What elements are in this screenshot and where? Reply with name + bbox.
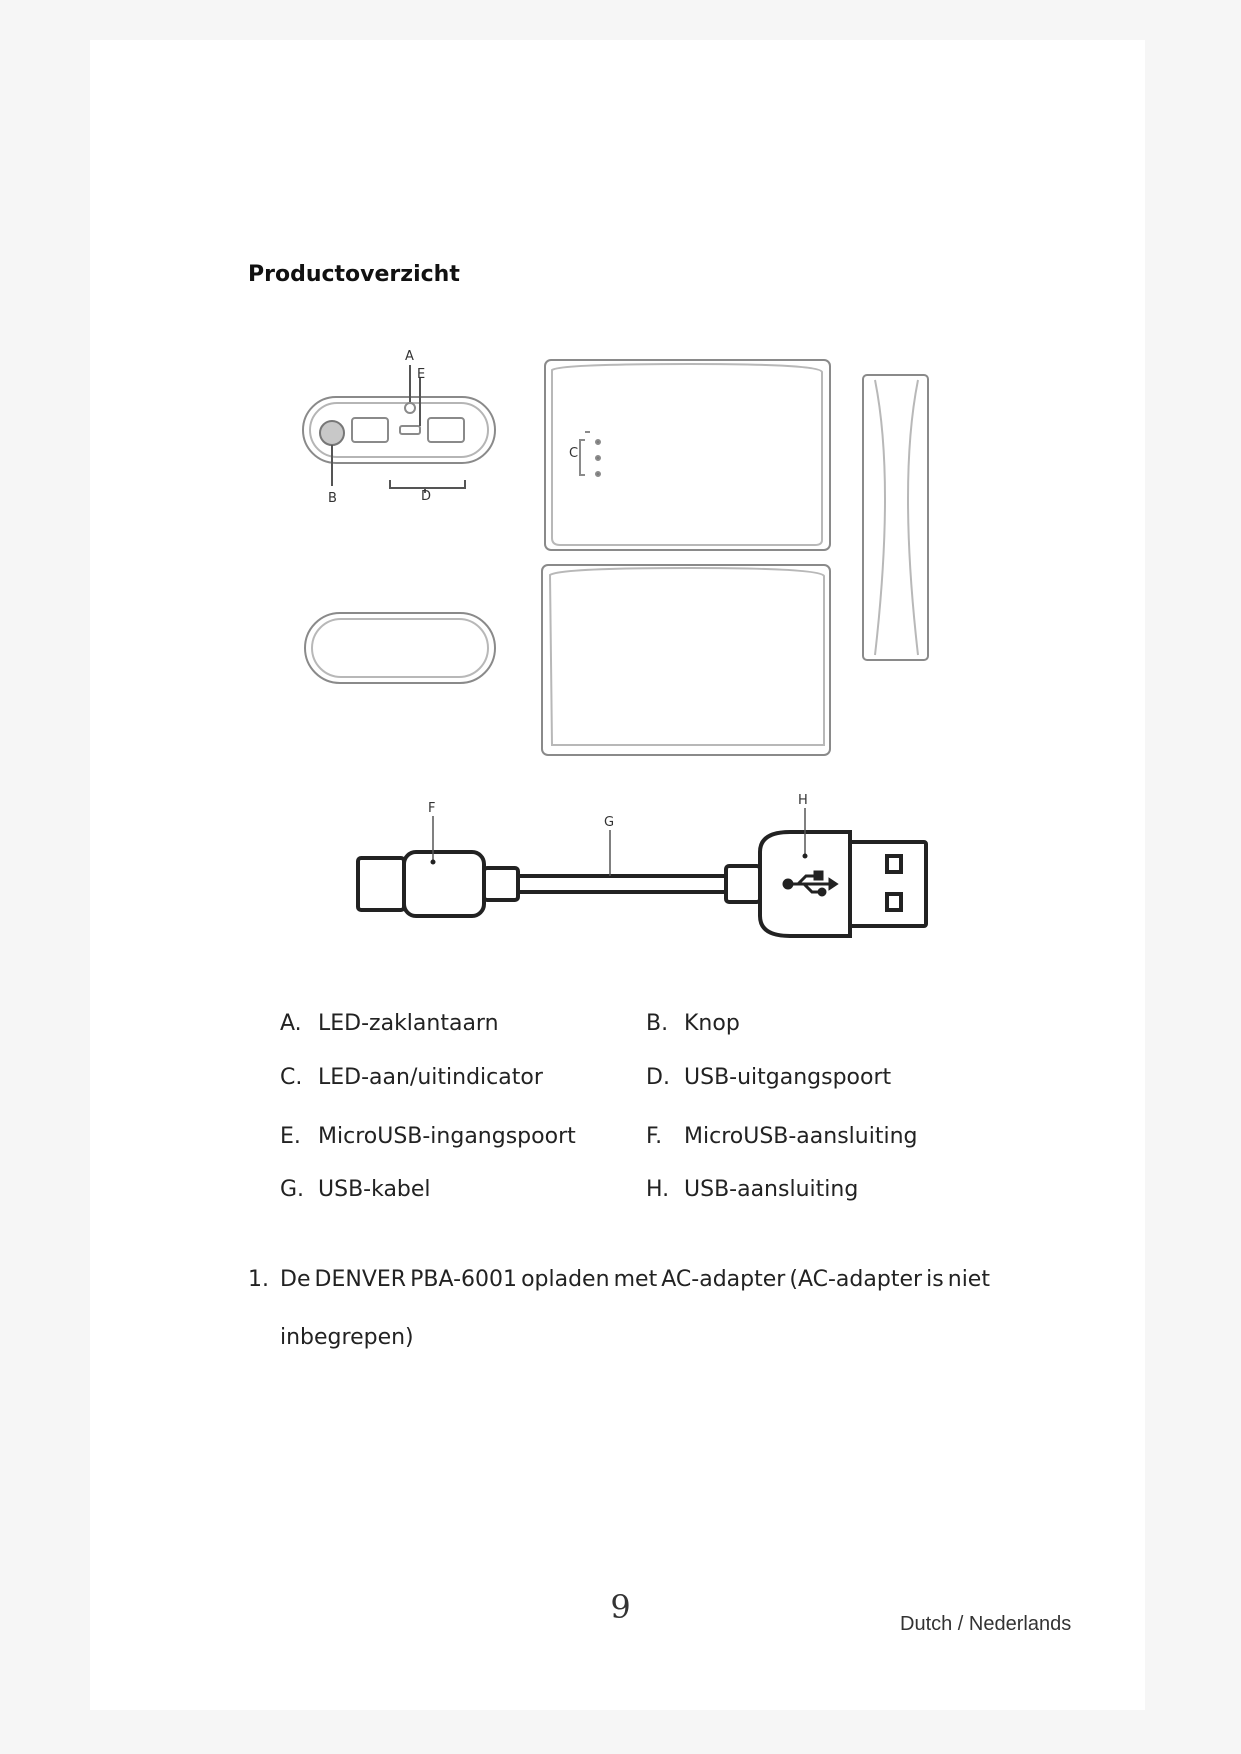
- legend-text: Knop: [684, 1011, 740, 1036]
- callout-g: G: [604, 815, 615, 830]
- end-view-drawing: [305, 613, 495, 683]
- step-word: PBA-6001: [410, 1267, 518, 1292]
- legend-text: USB-aansluiting: [684, 1177, 859, 1202]
- legend-letter: H.: [646, 1177, 670, 1202]
- legend-text: USB-kabel: [318, 1177, 431, 1202]
- usb-cable-drawing: [358, 832, 926, 936]
- step-word: De: [280, 1267, 311, 1292]
- step-word: niet: [947, 1267, 990, 1292]
- legend-text: LED-aan/uitindicator: [318, 1065, 543, 1090]
- callout-e: E: [417, 367, 426, 382]
- side-view-drawing: [863, 375, 928, 660]
- legend-item-g: [280, 1177, 431, 1202]
- callout-f: F: [428, 801, 436, 816]
- legend-letter: B.: [646, 1011, 669, 1036]
- legend-text: USB-uitgangspoort: [684, 1065, 892, 1090]
- legend-item-e: [280, 1124, 576, 1149]
- legend-letter: F.: [646, 1124, 663, 1149]
- step-number: 1.: [248, 1267, 269, 1292]
- callout-a: A: [405, 349, 414, 364]
- page-number: 9: [610, 1588, 631, 1626]
- legend-letter: G.: [280, 1177, 305, 1202]
- top-view-drawing: [545, 360, 830, 550]
- legend-text: LED-zaklantaarn: [318, 1011, 499, 1036]
- legend-item-f: [646, 1124, 918, 1149]
- step-word: met: [613, 1267, 658, 1292]
- step-text-line-1: [280, 1251, 990, 1309]
- callout-c: C: [569, 446, 579, 461]
- legend-text: MicroUSB-ingangspoort: [318, 1124, 576, 1149]
- legend-letter: E.: [280, 1124, 301, 1149]
- step-word: AC-adapter: [661, 1267, 786, 1292]
- callout-b: B: [328, 491, 337, 506]
- step-word: opladen: [521, 1267, 610, 1292]
- legend-item-b: [646, 1011, 740, 1036]
- legend-letter: D.: [646, 1065, 670, 1090]
- callout-d: D: [421, 489, 432, 504]
- legend-item-a: [280, 1011, 499, 1036]
- bottom-view-drawing: [542, 565, 830, 755]
- section-heading: Productoverzicht: [248, 262, 460, 287]
- legend-item-c: [280, 1065, 543, 1090]
- step-word: (AC-adapter: [789, 1267, 923, 1292]
- front-view-drawing: [303, 365, 495, 493]
- legend-text: MicroUSB-aansluiting: [684, 1124, 918, 1149]
- language-label: Dutch / Nederlands: [900, 1613, 1072, 1635]
- legend-letter: C.: [280, 1065, 303, 1090]
- callout-h: H: [798, 793, 808, 808]
- step-word: DENVER: [314, 1267, 407, 1292]
- legend-item-d: [646, 1065, 891, 1090]
- step-word: is: [926, 1267, 944, 1292]
- step-text-line-2: inbegrepen): [280, 1325, 414, 1350]
- legend-letter: A.: [280, 1011, 302, 1036]
- legend-item-h: [646, 1177, 858, 1202]
